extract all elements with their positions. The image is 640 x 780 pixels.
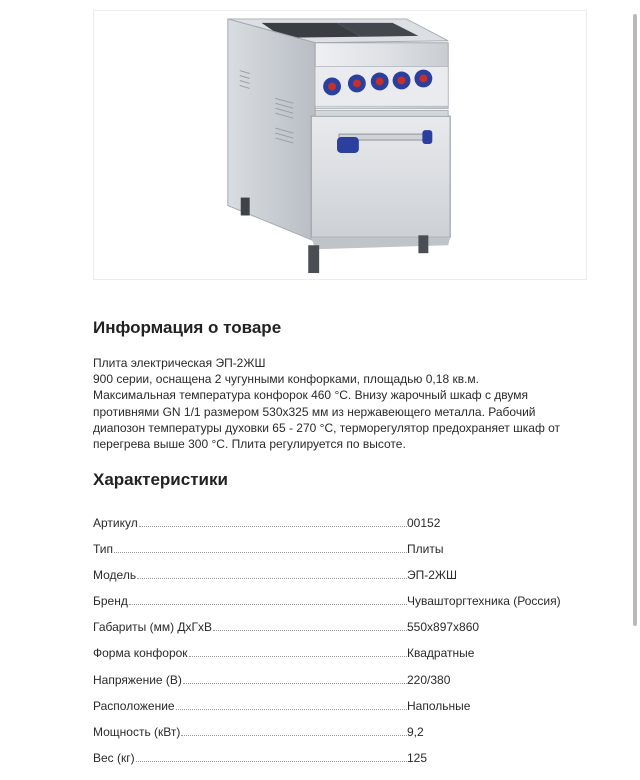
dotted-leader — [213, 630, 407, 631]
handle-grip-left — [337, 137, 359, 153]
leg-front-right — [418, 235, 428, 253]
scrollbar-thumb[interactable] — [633, 14, 637, 626]
characteristics-table — [93, 514, 593, 775]
dotted-leader — [181, 735, 407, 736]
spec-label: Мощность (кВт) — [93, 724, 181, 739]
characteristics-title: Характеристики — [93, 470, 228, 489]
description-line: противнями GN 1/1 размером 530х325 мм из нержавеющего металла. Рабочий — [93, 404, 536, 419]
spec-label: Форма конфорок — [93, 646, 188, 661]
product-info-title: Информация о товаре — [93, 318, 282, 337]
spec-row-power — [93, 723, 593, 749]
spec-row-weight — [93, 749, 593, 775]
spec-row-hotplate-shape — [93, 644, 593, 670]
spec-row-placement — [93, 697, 593, 723]
spec-row-brand — [93, 592, 593, 618]
handle-grip-right — [422, 130, 432, 144]
spec-value: Напольные — [407, 698, 471, 713]
spec-value: 00152 — [407, 516, 441, 530]
spec-label: Тип — [93, 542, 114, 557]
spec-label: Напряжение (В) — [93, 672, 182, 687]
spec-row-voltage — [93, 671, 593, 697]
dotted-leader — [189, 656, 407, 657]
description-line: Плита электрическая ЭП-2ЖШ — [93, 356, 266, 370]
spec-value: 9,2 — [407, 724, 424, 739]
spec-row-model — [93, 566, 593, 592]
spec-value: 220/380 — [407, 672, 451, 687]
dotted-leader — [183, 683, 407, 684]
spec-value: Плиты — [407, 542, 444, 557]
spec-label: Расположение — [93, 698, 175, 713]
dotted-leader — [137, 578, 407, 579]
spec-label: Вес (кг) — [93, 750, 135, 765]
spec-value: 125 — [407, 750, 428, 765]
spec-row-type — [93, 540, 593, 566]
product-image[interactable] — [93, 10, 587, 280]
spec-row-dimensions — [93, 618, 593, 644]
dotted-leader — [114, 552, 407, 553]
product-description — [93, 355, 593, 452]
description-line: перегрева выше 300 °С. Плита регулируется по высоте. — [93, 437, 406, 452]
leg-back-left — [241, 198, 250, 216]
spec-label: Габариты (мм) ДхГхВ — [93, 620, 213, 635]
spec-label: Модель — [93, 568, 137, 583]
dotted-leader — [129, 604, 407, 605]
spec-label: Бренд — [93, 594, 128, 609]
description-line: Максимальная температура конфорок 460 °С. Внизу жарочный шкаф с двумя — [93, 388, 529, 403]
description-line: 900 серии, оснащена 2 чугунными конфорками, площадью 0,18 кв.м. — [93, 372, 479, 387]
electric-stove-illustration — [94, 11, 586, 279]
spec-row-article — [93, 514, 593, 540]
dotted-leader — [139, 526, 407, 527]
description-line: диапозон температуры духовки 65 - 270 °С, терморегулятор предохраняет шкаф от — [93, 420, 561, 435]
dotted-leader — [136, 761, 407, 762]
dotted-leader — [176, 709, 407, 710]
spec-value: 550х897х860 — [407, 620, 480, 635]
spec-value: Чувашторгтехника (Россия) — [407, 594, 561, 609]
spec-value: ЭП-2ЖШ — [407, 568, 457, 583]
leg-front-left — [308, 245, 319, 273]
spec-value: Квадратные — [407, 646, 475, 661]
spec-label: Артикул — [93, 516, 138, 530]
